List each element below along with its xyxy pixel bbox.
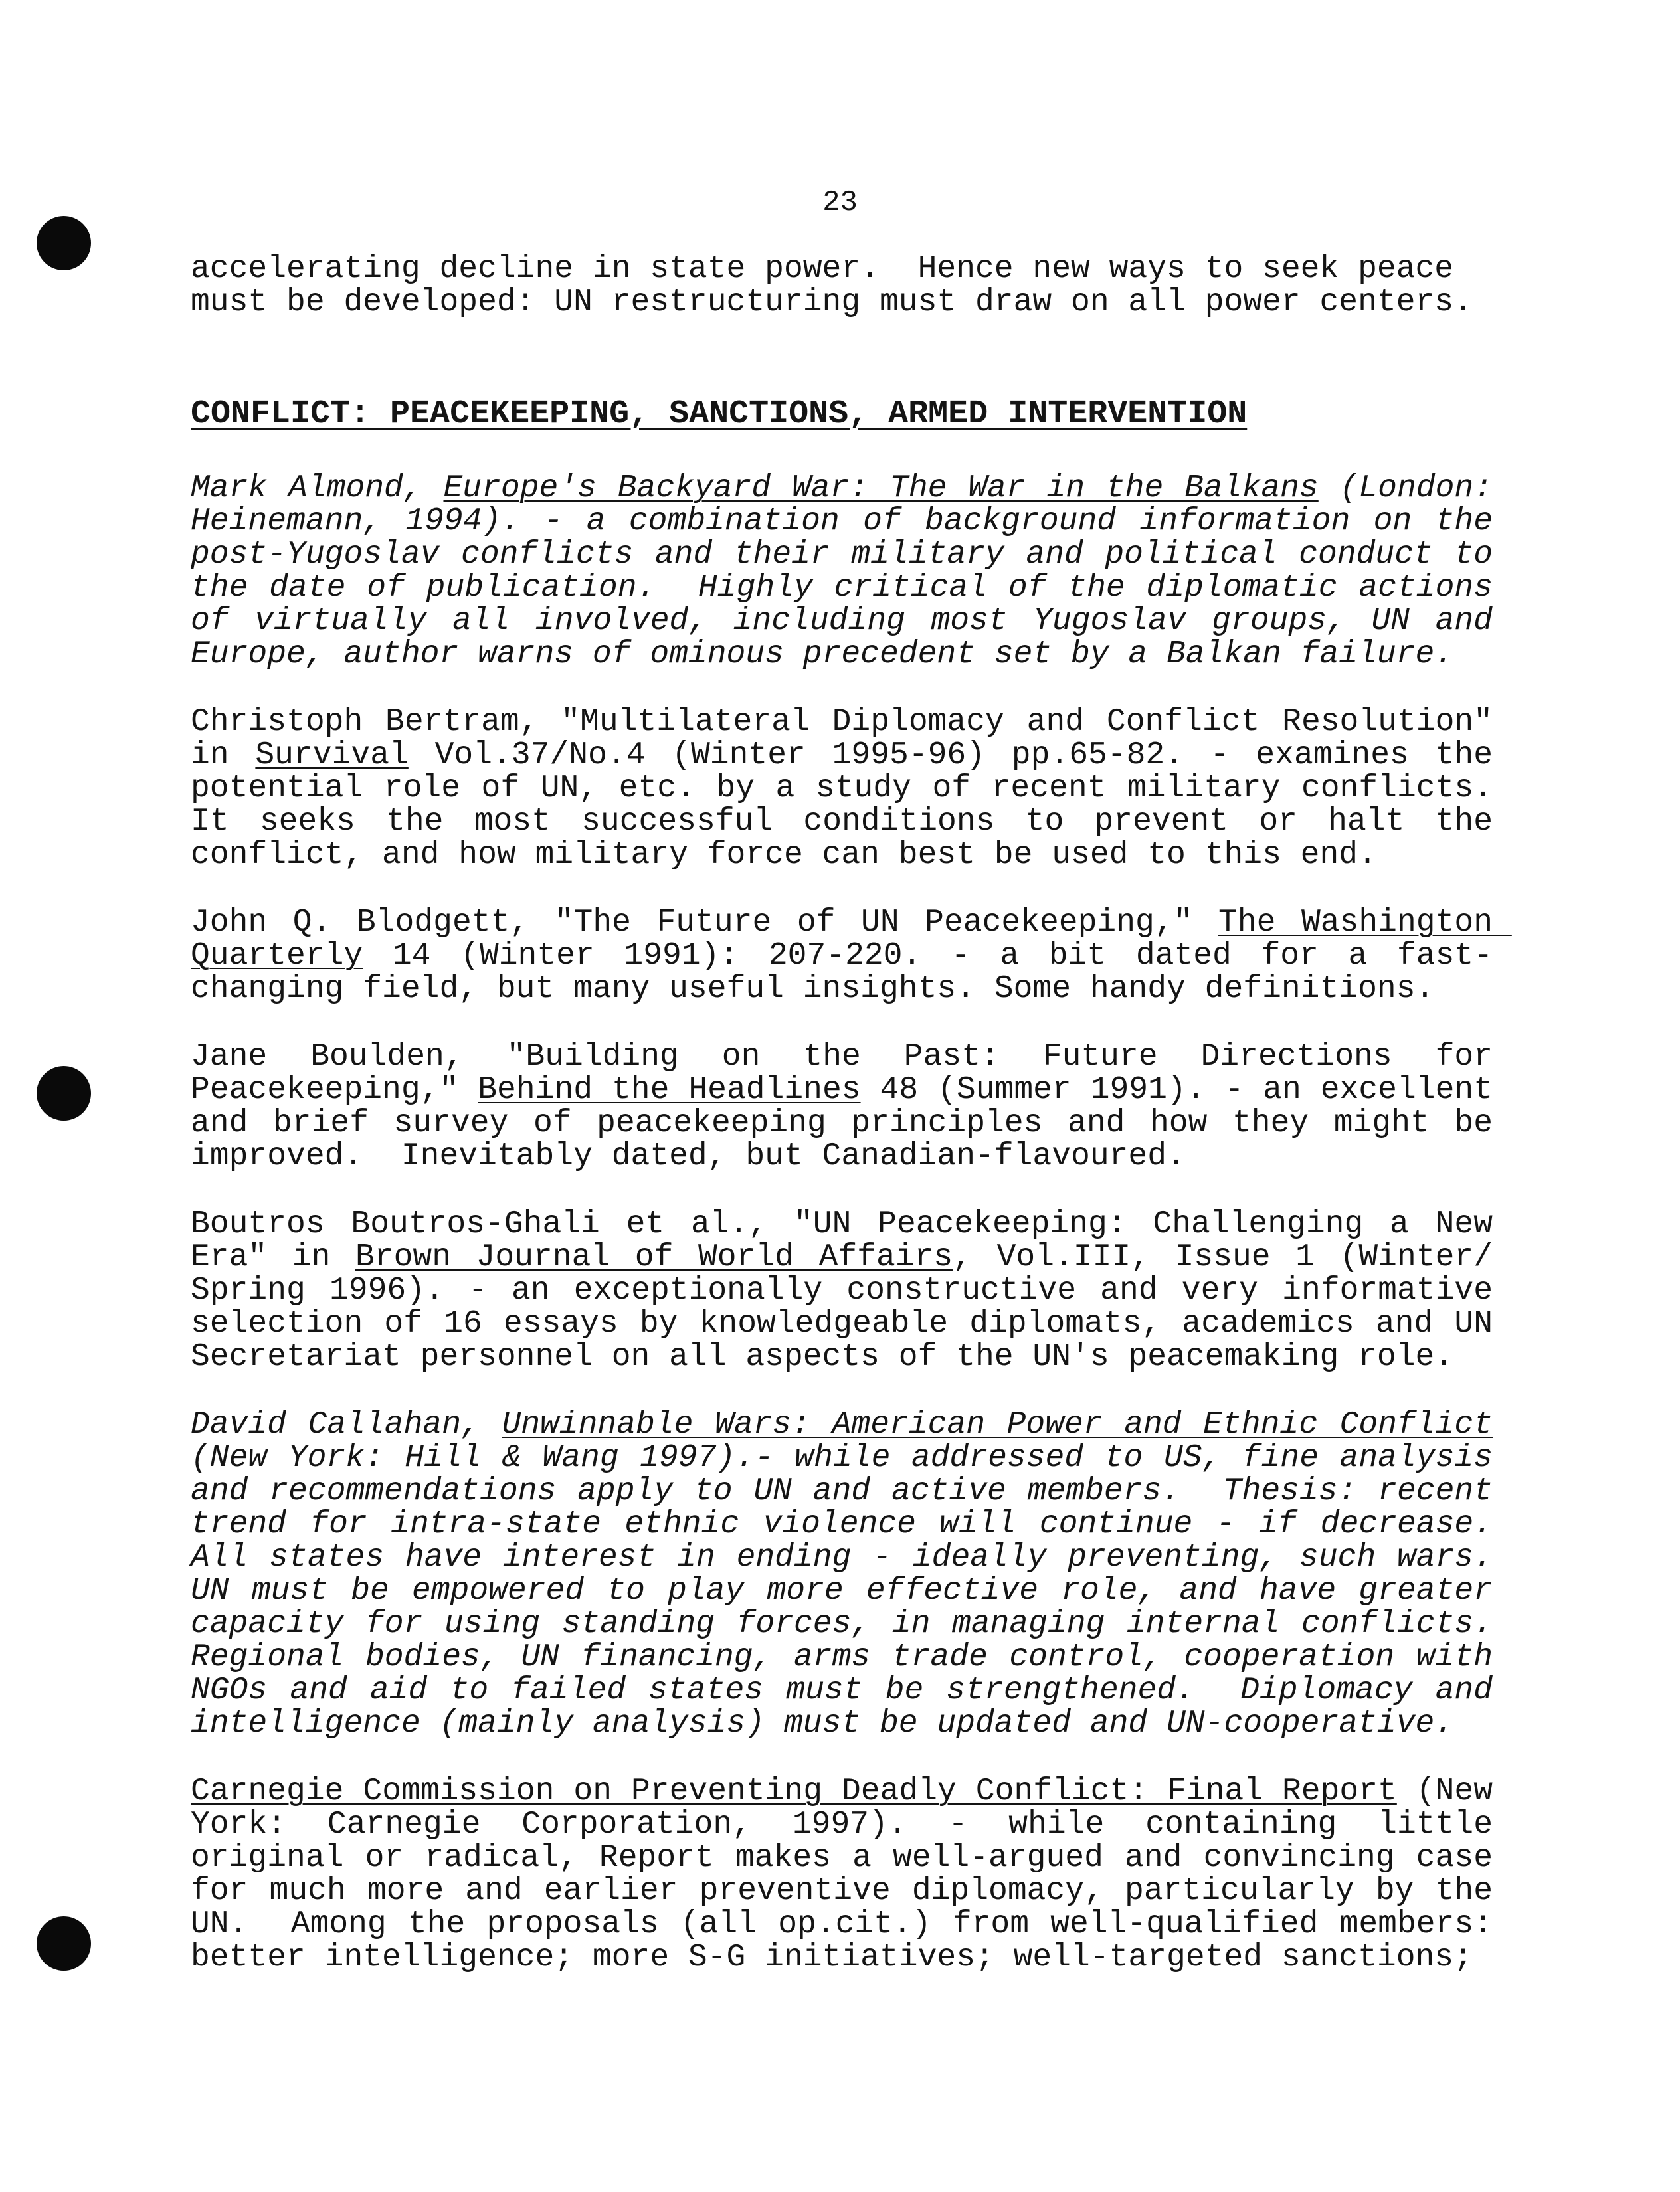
entry-almond <box>191 470 1512 672</box>
entry-title: Survival <box>255 737 409 773</box>
entry-author: David Callahan, <box>191 1407 502 1443</box>
intro-paragraph: accelerating decline in state power. Hence new ways to seek peace must be developed: UN restructuring must draw on all power centers. <box>191 251 1473 320</box>
entry-title: The Washington Quarterly <box>191 905 1512 974</box>
entry-annotation: Vol.37/No.4 (Winter 1995-96) pp.65-82. - examines the potential role of UN, etc. by a study of recent military conflicts. It seeks the most successful conditions to prevent or halt the conflict, and how military force can best be used to this end. <box>191 737 1512 873</box>
entry-citation: Jane Boulden, "Building on the Past: Future Directions for Peacekeeping," <box>191 1039 1512 1108</box>
entry-annotation: 48 (Summer 1991). - an excellent and brief survey of peacekeeping principles and how they might be improved. Inevitably dated, but Canadian-flavoured. <box>191 1072 1512 1174</box>
page-content <box>191 251 1512 2009</box>
binder-hole-bottom <box>37 1916 91 1971</box>
entry-title: Carnegie Commission on Preventing Deadly Conflict: Final Report <box>191 1774 1397 1809</box>
entry-boulden <box>191 1039 1512 1174</box>
entry-annotation: (New York: Hill & Wang 1997).- while addressed to US, fine analysis and recommendations apply to UN and active members. Thesis: recent trend for intra-state ethnic violence will continue - if decrease. All states have interest in ending - ideally preventing, such wars. UN must be empowered to play more effective role, and have greater capacity for using standing forces, in managing internal conflicts. Regional bodies, UN financing, arms trade control, cooperation with NGOs and aid to failed states must be strengthened. Diplomacy and intelligence (mainly analysis) must be updated and UN-cooperative. <box>191 1407 1512 1742</box>
entry-callahan <box>191 1407 1512 1742</box>
entry-bertram <box>191 704 1512 873</box>
entry-boutros-ghali <box>191 1206 1512 1375</box>
page-number: 23 <box>822 186 858 219</box>
entry-title: Brown Journal of World Affairs <box>355 1239 953 1275</box>
entry-author: Mark Almond, <box>191 470 444 506</box>
entry-annotation: (New York: Carnegie Corporation, 1997). - while containing little original or radical, Report makes a well-argued and convincing case for much more and earlier preventive diplomacy, particularly by the UN. Among the proposals (all op.cit.) from well-qualified members: better intelligence; more S-G initiatives; well-targeted sanctions; <box>191 1774 1512 1975</box>
entry-title: Behind the Headlines <box>478 1072 861 1108</box>
entry-blodgett <box>191 905 1512 1007</box>
entry-annotation: , Vol.III, Issue 1 (Winter/ Spring 1996). - an exceptionally constructive and very informative selection of 16 essays by knowledgeable diplomats, academics and UN Secretariat personnel on all aspects of the UN's peacemaking role. <box>191 1239 1512 1375</box>
entry-carnegie <box>191 1774 1512 1975</box>
entry-citation: Boutros Boutros-Ghali et al., "UN Peacekeeping: Challenging a New Era" in <box>191 1206 1512 1275</box>
entry-annotation: 14 (Winter 1991): 207-220. - a bit dated for a fast-changing field, but many useful insights. Some handy definitions. <box>191 938 1493 1007</box>
entry-citation: Christoph Bertram, "Multilateral Diplomacy and Conflict Resolution" in <box>191 704 1512 773</box>
binder-hole-middle <box>37 1066 91 1121</box>
section-heading: CONFLICT: PEACEKEEPING, SANCTIONS, ARMED INTERVENTION <box>191 395 1248 433</box>
entry-annotation: (London: Heinemann, 1994). - a combination of background information on the post-Yugoslav conflicts and their military and political conduct to the date of publication. Highly critical of the diplomatic actions of virtually all involved, including most Yugoslav groups, UN and Europe, author warns of ominous precedent set by a Balkan failure. <box>191 470 1512 672</box>
entry-citation: John Q. Blodgett, "The Future of UN Peacekeeping," <box>191 905 1218 941</box>
entry-title: Unwinnable Wars: American Power and Ethnic Conflict <box>502 1407 1493 1443</box>
binder-hole-top <box>37 216 91 270</box>
entry-title: Europe's Backyard War: The War in the Balkans <box>443 470 1319 506</box>
